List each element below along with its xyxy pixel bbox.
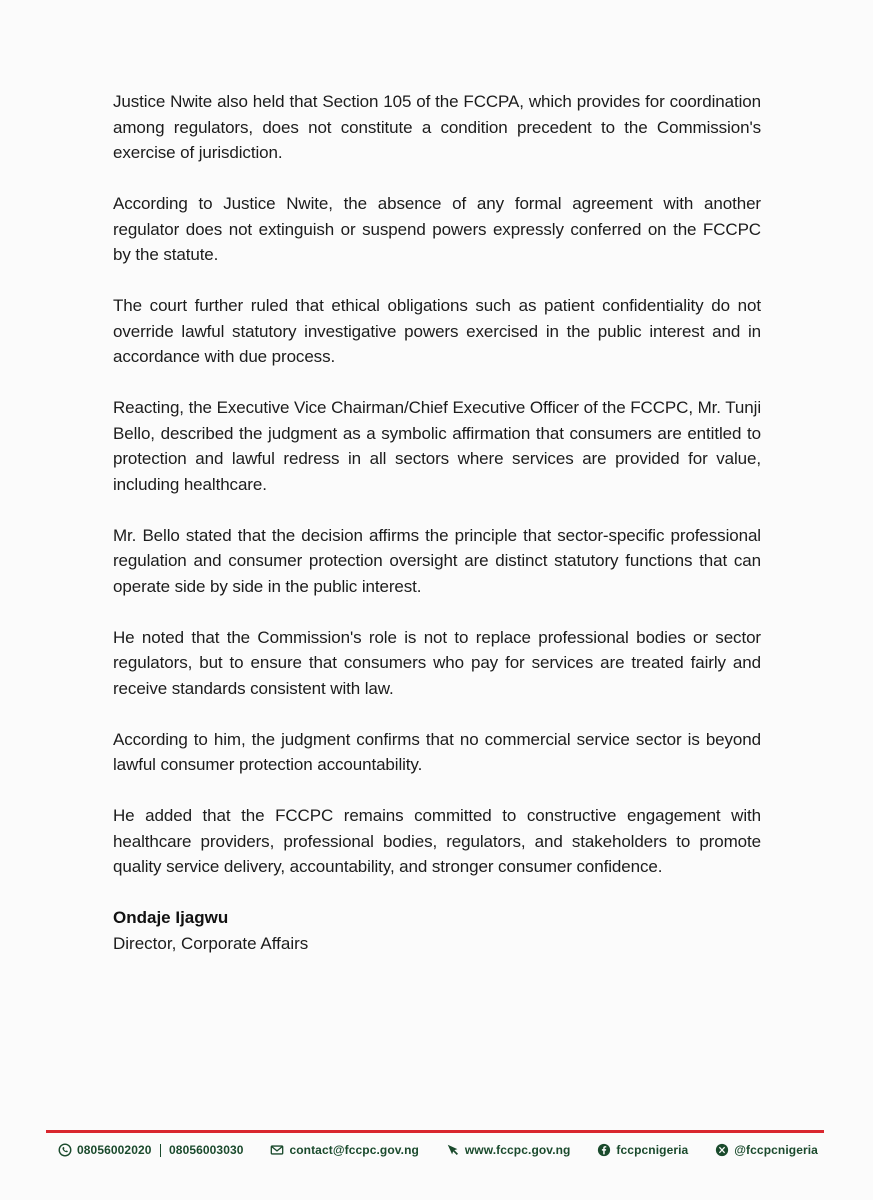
- paragraph: He added that the FCCPC remains committed to constructive engagement with healthcare providers, professional bodies, regulators, and stakeholders to promote quality service delivery, accountability, and stronger consumer confidence.: [113, 806, 761, 876]
- contact-footer: [58, 1140, 818, 1160]
- paragraph: Mr. Bello stated that the decision affirms the principle that sector-specific professional regulation and consumer protection oversight are distinct statutory functions that can operate side by side in the public interest.: [113, 525, 761, 596]
- website-link[interactable]: www.fccpc.gov.ng: [464, 1143, 571, 1157]
- signatory-name: Ondaje Ijagwu: [113, 908, 229, 927]
- footer-email[interactable]: [270, 1143, 419, 1157]
- mail-icon: [270, 1143, 284, 1157]
- paragraph: According to him, the judgment confirms that no commercial service sector is beyond lawful consumer protection accountability.: [113, 729, 761, 774]
- x-handle[interactable]: @fccpcnigeria: [734, 1143, 818, 1157]
- phone-number-1[interactable]: 08056002020: [77, 1143, 152, 1157]
- footer-phones: [58, 1143, 244, 1157]
- facebook-icon: [597, 1143, 611, 1157]
- signature-block: [113, 905, 761, 956]
- paragraph: Reacting, the Executive Vice Chairman/Chief Executive Officer of the FCCPC, Mr. Tunji Bello, described the judgment as a symbolic affirmation that consumers are entitled to protection and lawful redress in all sectors where services are provided for value, including healthcare.: [113, 398, 761, 494]
- phone-separator: [160, 1144, 162, 1157]
- phone-number-2[interactable]: 08056003030: [169, 1143, 244, 1157]
- paragraph: The court further ruled that ethical obligations such as patient confidentiality do not override lawful statutory investigative powers exercised in the public interest and in accordance with due process.: [113, 296, 761, 366]
- footer-x[interactable]: [715, 1143, 818, 1157]
- signatory-title: Director, Corporate Affairs: [113, 933, 309, 953]
- cursor-icon: [446, 1143, 460, 1157]
- facebook-handle[interactable]: fccpcnigeria: [616, 1143, 689, 1157]
- paragraph: Justice Nwite also held that Section 105 of the FCCPA, which provides for coordination among regulators, does not constitute a condition precedent to the Commission's exercise of jurisdiction.: [113, 92, 761, 162]
- footer-facebook[interactable]: [597, 1143, 688, 1157]
- footer-divider: [46, 1130, 824, 1133]
- email-link[interactable]: contact@fccpc.gov.ng: [289, 1143, 419, 1157]
- footer-website[interactable]: [446, 1143, 571, 1157]
- press-release-body: [113, 89, 761, 956]
- paragraph: He noted that the Commission's role is not to replace professional bodies or sector regulators, but to ensure that consumers who pay for services are treated fairly and receive standards consistent with law.: [113, 627, 761, 698]
- paragraph: According to Justice Nwite, the absence of any formal agreement with another regulator does not extinguish or suspend powers expressly conferred on the FCCPC by the statute.: [113, 194, 761, 264]
- x-icon: [715, 1143, 729, 1157]
- phone-icon: [58, 1143, 72, 1157]
